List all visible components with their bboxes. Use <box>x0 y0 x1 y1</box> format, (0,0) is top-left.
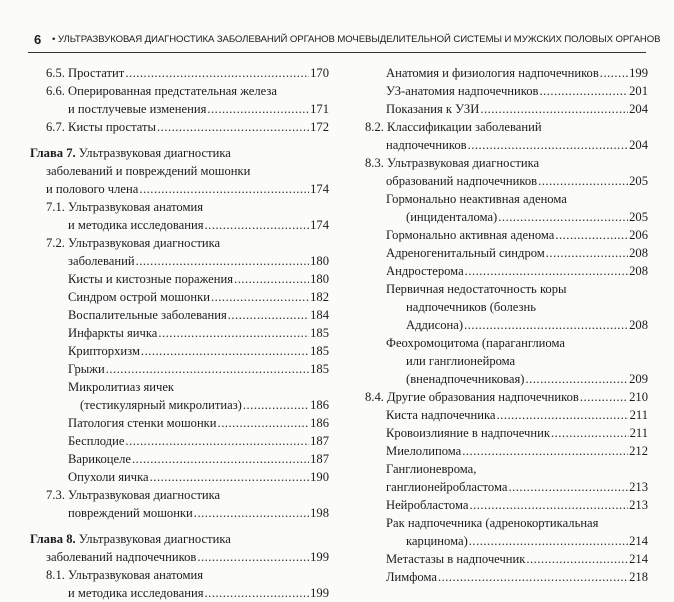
toc-entry-chapter-8[interactable]: заболеваний надпочечников ..... 199 <box>46 548 329 566</box>
chapter-8-label: Глава 8. <box>30 532 76 546</box>
toc-entry-cysts[interactable]: Кисты и кистозные поражения ..... 180 <box>68 270 329 288</box>
toc-entry-testicular-tumors[interactable]: Опухоли яичка ..... 190 <box>68 468 329 486</box>
toc-entry-hernias[interactable]: Грыжи ..... 185 <box>68 360 329 378</box>
toc-entry-infertility[interactable]: Бесплодие ..... 187 <box>68 432 329 450</box>
toc-entry-7-1-line1: 7.1. Ультразвуковая анатомия <box>46 200 203 214</box>
toc-entry-8-2-line1: 8.2. Классификации заболеваний <box>365 120 542 134</box>
toc-entry-7-2-line1: 7.2. Ультразвуковая диагностика <box>46 236 221 250</box>
toc-entry-8-1[interactable]: и методика исследования ..... 199 <box>68 584 329 602</box>
toc-entry-indications[interactable]: Показания к УЗИ ..... 204 <box>386 100 648 118</box>
toc-entry-acute-scrotum[interactable]: Синдром острой мошонки ..... 182 <box>68 288 329 306</box>
toc-entry-7-3[interactable]: повреждений мошонки ..... 198 <box>68 504 329 522</box>
toc-entry-active-adenoma[interactable]: Гормонально активная аденома ..... 206 <box>386 226 648 244</box>
toc-entry-metastases[interactable]: Метастазы в надпочечник ..... 214 <box>386 550 648 568</box>
page-number: 6 <box>34 32 42 47</box>
toc-entry-scrotal-wall[interactable]: Патология стенки мошонки ..... 186 <box>68 414 329 432</box>
toc-entry-inactive-adenoma-line1: Гормонально неактивная аденома <box>386 192 567 206</box>
toc-entry-microlithiasis-line1: Микролитиаз яичек <box>68 380 175 394</box>
page-header <box>0 0 674 52</box>
toc-entry-anatomy-physiology[interactable]: Анатомия и физиология надпочечников ..... 199 <box>386 64 648 82</box>
header-rule <box>28 52 646 53</box>
toc-entry-addison[interactable]: Аддисона) ..... 208 <box>406 316 648 334</box>
toc-entry-8-2[interactable]: надпочечников ..... 204 <box>386 136 648 154</box>
toc-entry-7-2[interactable]: заболеваний ..... 180 <box>68 252 329 270</box>
toc-entry-7-1[interactable]: и методика исследования ..... 174 <box>68 216 329 234</box>
toc-entry-inactive-adenoma[interactable]: (инциденталома) ..... 205 <box>406 208 648 226</box>
toc-entry-6-6[interactable]: и постлучевые изменения ..... 171 <box>68 100 329 118</box>
chapter-7-line2: заболеваний и повреждений мошонки <box>46 164 251 178</box>
toc-entry-lymphoma[interactable]: Лимфома ..... 218 <box>386 568 648 586</box>
toc-entry-microlithiasis[interactable]: (тестикулярный микролитиаз) ..... 186 <box>80 396 329 414</box>
toc-entry-chapter-7[interactable]: и полового члена ..... 174 <box>46 180 329 198</box>
toc-entry-us-anatomy[interactable]: УЗ-анатомия надпочечников ..... 201 <box>386 82 648 100</box>
chapter-7-heading: Глава 7. Ультразвуковая диагностика <box>30 146 231 160</box>
toc-entry-pheo-line2: или ганглионейрома <box>406 354 516 368</box>
toc-entry-8-1-line1: 8.1. Ультразвуковая анатомия <box>46 568 203 582</box>
toc-entry-addison-line2: надпочечников (болезнь <box>406 300 536 314</box>
toc-entry-6-7[interactable]: 6.7. Кисты простаты ..... 172 <box>46 118 329 136</box>
toc-entry-adrenogenital[interactable]: Адреногенитальный синдром ..... 208 <box>386 244 648 262</box>
toc-entry-androsteroma[interactable]: Андростерома ..... 208 <box>386 262 648 280</box>
toc-entry-addison-line1: Первичная недостаточность коры <box>386 282 567 296</box>
toc-entry-myelolipoma[interactable]: Миелолипома ..... 212 <box>386 442 648 460</box>
toc-entry-6-6-line1: 6.6. Оперированная предстательная железа <box>46 84 277 98</box>
toc-entry-varicocele[interactable]: Варикоцеле ..... 187 <box>68 450 329 468</box>
toc-entry-hemorrhage[interactable]: Кровоизлияние в надпочечник ..... 211 <box>386 424 648 442</box>
toc-entry-pheo-line1: Феохромоцитома (параганглиома <box>386 336 565 350</box>
toc-entry-8-4[interactable]: 8.4. Другие образования надпочечников ..... 210 <box>365 388 648 406</box>
toc-entry-neuroblastoma[interactable]: Нейробластома ..... 213 <box>386 496 648 514</box>
toc-entry-ganglioneuroma[interactable]: ганглионейробластома ..... 213 <box>386 478 648 496</box>
toc-entry-8-3-line1: 8.3. Ультразвуковая диагностика <box>365 156 540 170</box>
chapter-8-heading: Глава 8. Ультразвуковая диагностика <box>30 532 231 546</box>
toc-entry-cryptorchidism[interactable]: Крипторхизм ..... 185 <box>68 342 329 360</box>
running-head: • УЛЬТРАЗВУКОВАЯ ДИАГНОСТИКА ЗАБОЛЕВАНИЙ ОРГАНОВ МОЧЕВЫДЕЛИТЕЛЬНОЙ СИСТЕМЫ И МУЖСКИХ ПОЛОВЫХ ОРГАНОВ <box>52 34 661 45</box>
toc-entry-pheo[interactable]: (вненадпочечниковая) ..... 209 <box>406 370 648 388</box>
toc-entry-inflammatory[interactable]: Воспалительные заболевания ..... 184 <box>68 306 329 324</box>
toc-entry-infarcts[interactable]: Инфаркты яичка ..... 185 <box>68 324 329 342</box>
toc-entry-7-3-line1: 7.3. Ультразвуковая диагностика <box>46 488 221 502</box>
toc-entry-carcinoma-line1: Рак надпочечника (адренокортикальная <box>386 516 599 530</box>
toc-entry-6-5[interactable]: 6.5. Простатит ..... 170 <box>46 64 329 82</box>
chapter-7-label: Глава 7. <box>30 146 76 160</box>
toc-entry-cyst[interactable]: Киста надпочечника ..... 211 <box>386 406 648 424</box>
toc-entry-ganglioneuroma-line1: Ганглионеврома, <box>386 462 477 476</box>
toc-entry-8-3[interactable]: образований надпочечников ..... 205 <box>386 172 648 190</box>
toc-entry-carcinoma[interactable]: карцинома) ..... 214 <box>406 532 648 550</box>
